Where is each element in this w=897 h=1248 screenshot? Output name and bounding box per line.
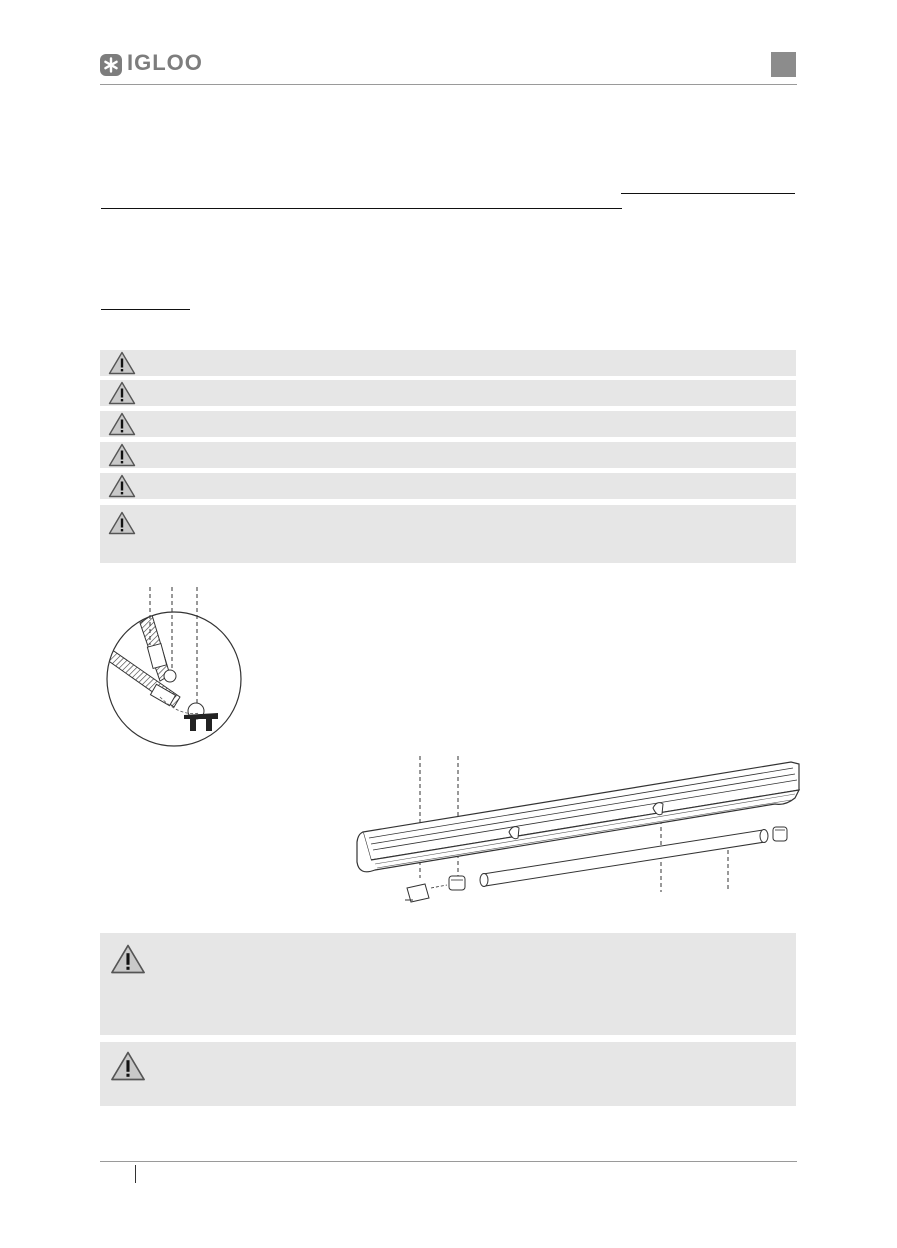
detail-callout-illustration [100,585,250,755]
warning-triangle-icon [110,943,146,975]
warning-bar [100,442,796,468]
warning-bar [100,380,796,406]
warning-triangle-icon [108,412,136,436]
warning-box [100,1042,796,1106]
warning-bar [100,473,796,499]
warning-triangle-icon [108,474,136,498]
underline-segment-1 [621,193,795,194]
warning-triangle-icon [108,381,136,405]
page-corner-marker [771,52,796,77]
warning-triangle-icon [108,443,136,467]
warning-triangle-icon [108,351,136,375]
lamp-assembly-illustration [355,750,805,910]
underline-segment-2 [101,208,622,209]
snowflake-badge-icon [100,54,122,76]
footer-divider [100,1161,797,1162]
warning-bar [100,411,796,437]
warning-triangle-icon [108,511,136,535]
section-heading-underline [101,309,190,310]
footer-page-separator [135,1165,136,1183]
warning-box [100,933,796,1035]
header-divider [100,84,797,85]
warning-bar [100,505,796,563]
warning-triangle-icon [110,1050,146,1082]
warning-bar [100,350,796,376]
brand-name: IGLOO [127,50,203,75]
